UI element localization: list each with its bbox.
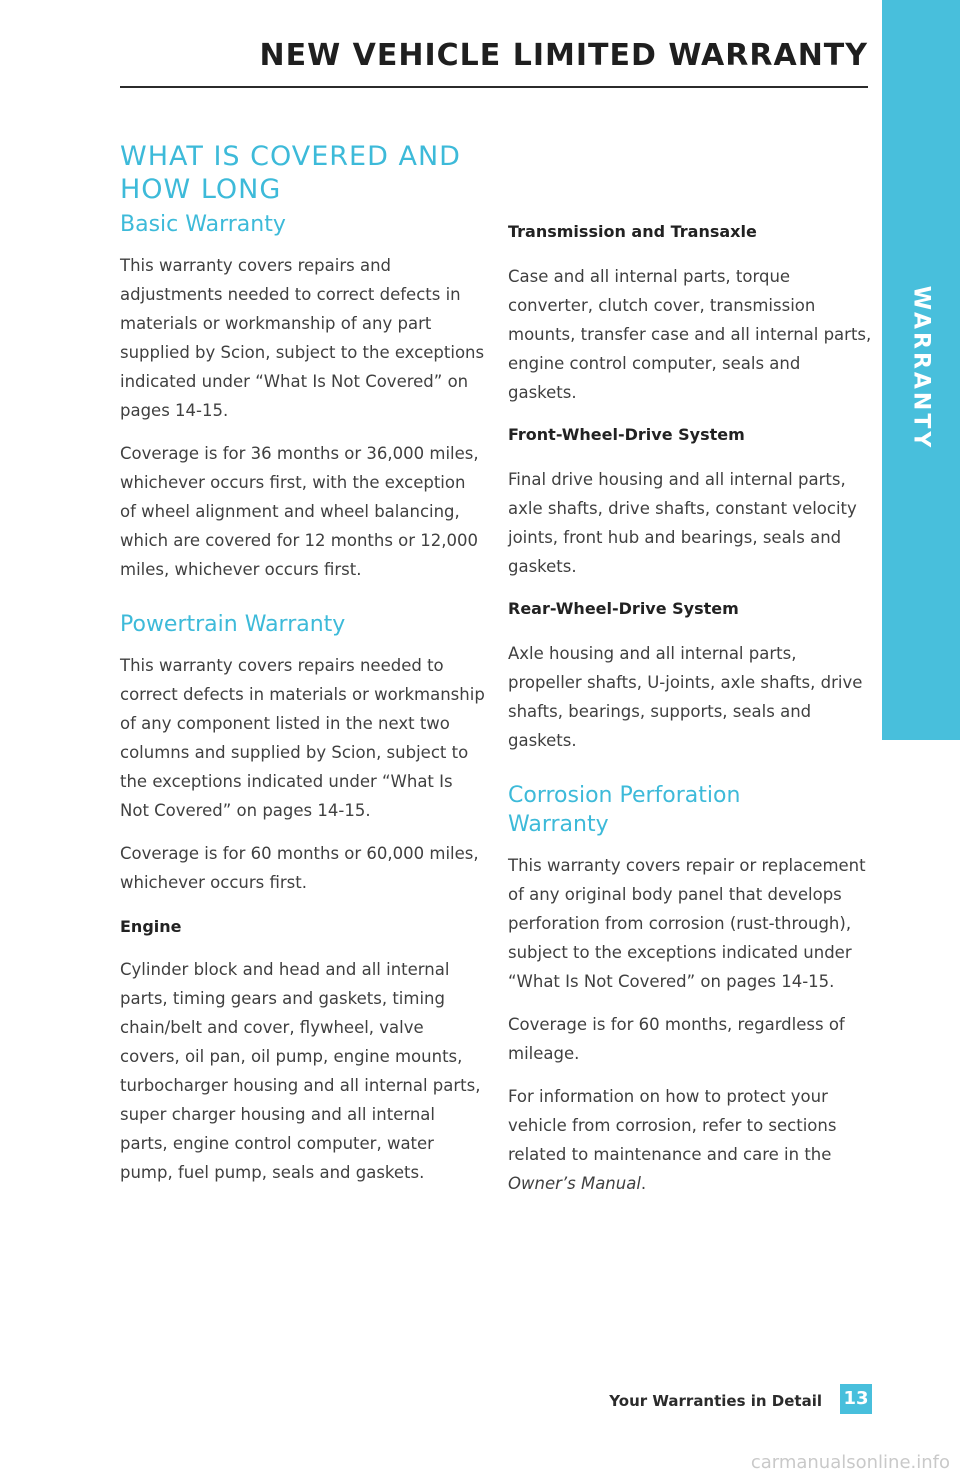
front-wheel-drive-text: Final drive housing and all internal parts, axle shafts, drive shafts, constant velocity joints, front hub and bearings, seals and gaskets. xyxy=(508,470,857,576)
basic-warranty-para2: Coverage is for 36 months or 36,000 miles, whichever occurs first, with the exception of wheel alignment and wheel balancing, which are covered for 12 months or 12,000 miles, whichever occurs first. xyxy=(120,444,479,579)
side-tab-label: WARRANTY xyxy=(908,285,934,451)
powertrain-warranty-para2: Coverage is for 60 months or 60,000 miles, whichever occurs first. xyxy=(120,844,479,892)
front-wheel-drive-heading: Front-Wheel-Drive System xyxy=(508,425,745,444)
corrosion-para3-prefix: For information on how to protect your vehicle from corrosion, refer to sections related to maintenance and care in the xyxy=(508,1087,837,1164)
right-column xyxy=(508,210,873,1198)
corrosion-heading-line1: Corrosion Perforation xyxy=(508,783,741,808)
transmission-heading: Transmission and Transaxle xyxy=(508,222,757,241)
corrosion-para1: This warranty covers repair or replacement of any original body panel that develops perforation from corrosion (rust-through), subject to the exceptions indicated under “What Is Not Covered” on pages 14-15. xyxy=(508,856,866,991)
watermark: carmanualsonline.info xyxy=(750,1452,950,1473)
section-title-line2: HOW LONG xyxy=(120,174,282,205)
corrosion-para2: Coverage is for 60 months, regardless of mileage. xyxy=(508,1015,845,1063)
left-column xyxy=(120,210,485,1187)
corrosion-heading-line2: Warranty xyxy=(508,812,609,837)
page-number: 13 xyxy=(840,1384,872,1414)
engine-text: Cylinder block and head and all internal parts, timing gears and gaskets, timing chain/belt and cover, flywheel, valve covers, oil pan, oil pump, engine mounts, turbocharger housing and all internal parts, super charger housing and all internal parts, engine control computer, water pump, fuel pump, seals and gaskets. xyxy=(120,960,481,1182)
basic-warranty-heading: Basic Warranty xyxy=(120,212,286,237)
corrosion-para3 xyxy=(508,1082,873,1198)
footer-label: Your Warranties in Detail xyxy=(609,1392,822,1410)
corrosion-warranty-heading xyxy=(508,781,873,839)
page-header xyxy=(120,32,868,88)
rear-wheel-drive-text: Axle housing and all internal parts, propeller shafts, U-joints, axle shafts, drive shafts, bearings, supports, seals and gaskets. xyxy=(508,644,863,750)
engine-heading: Engine xyxy=(120,917,182,936)
page-title: NEW VEHICLE LIMITED WARRANTY xyxy=(259,38,868,73)
powertrain-warranty-para1: This warranty covers repairs needed to correct defects in materials or workmanship of any component listed in the next two columns and supplied by Scion, subject to the exceptions indicated under “What Is Not Covered” on pages 14-15. xyxy=(120,656,485,820)
section-title-line1: WHAT IS COVERED AND xyxy=(120,141,461,172)
owners-manual-reference: Owner’s Manual xyxy=(508,1174,641,1193)
side-tab-warranty xyxy=(882,0,960,740)
corrosion-para3-suffix: . xyxy=(640,1174,647,1193)
powertrain-warranty-heading: Powertrain Warranty xyxy=(120,612,346,637)
section-title xyxy=(120,140,480,206)
rear-wheel-drive-heading: Rear-Wheel-Drive System xyxy=(508,599,739,618)
basic-warranty-para1: This warranty covers repairs and adjustments needed to correct defects in materials or workmanship of any part supplied by Scion, subject to the exceptions indicated under “What Is Not Covered” on pages 14-15. xyxy=(120,256,485,420)
transmission-text: Case and all internal parts, torque converter, clutch cover, transmission mounts, transfer case and all internal parts, engine control computer, seals and gaskets. xyxy=(508,267,872,402)
